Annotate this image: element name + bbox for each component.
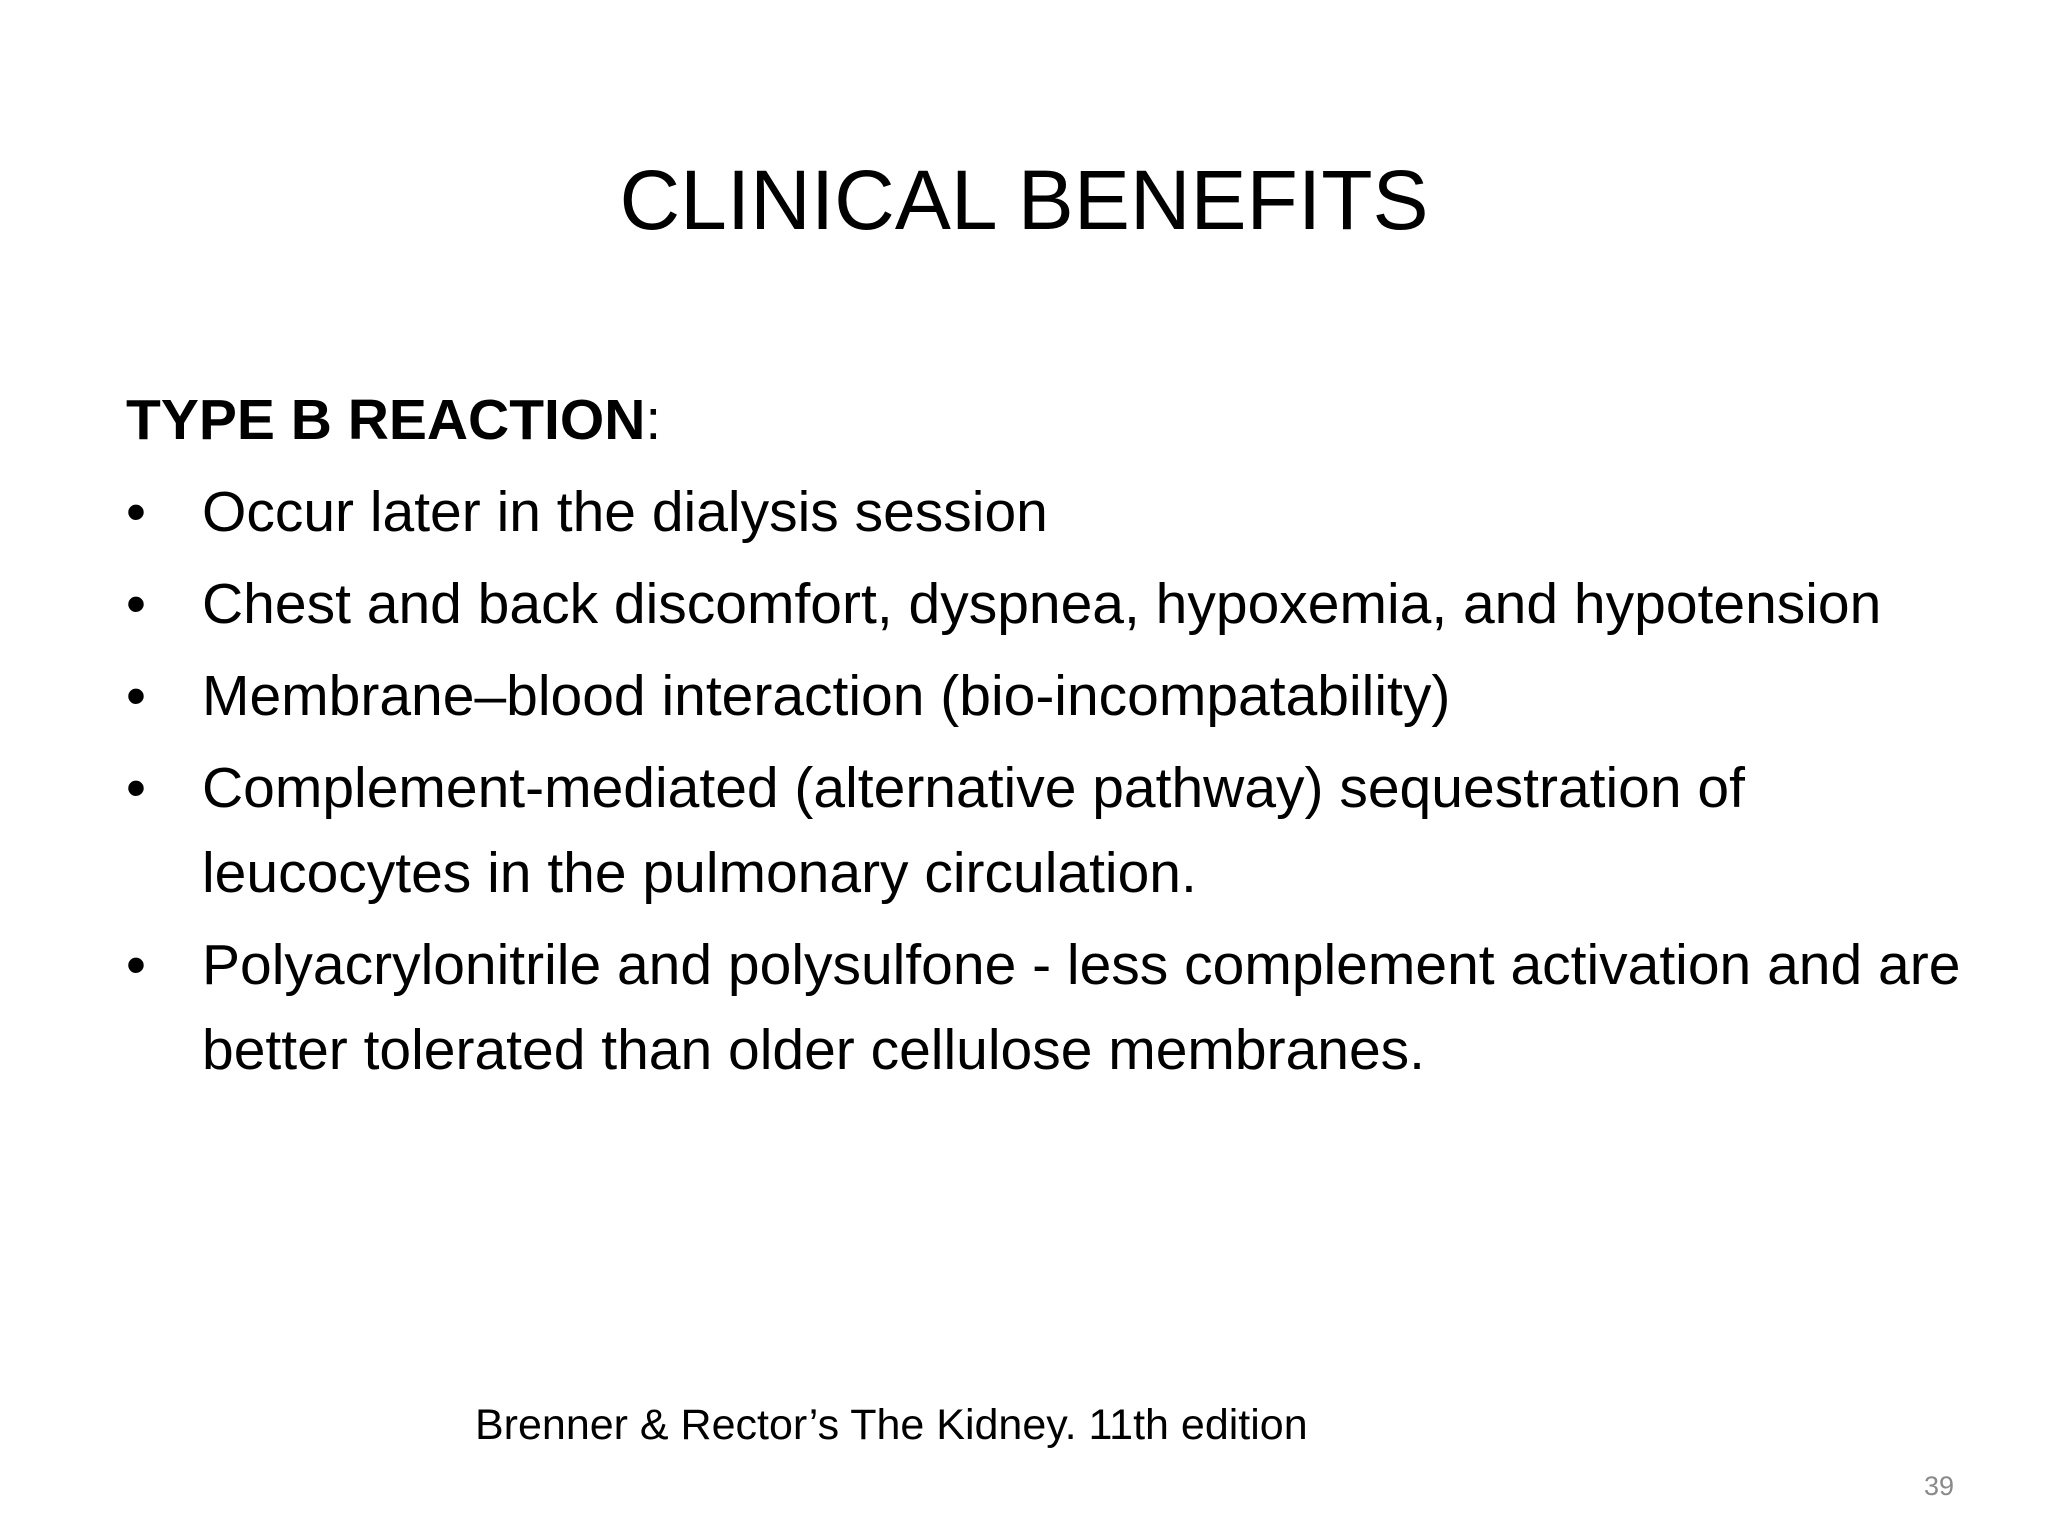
slide-title: CLINICAL BENEFITS: [619, 153, 1429, 247]
bullet-text: Occur later in the dialysis session: [202, 480, 1048, 544]
list-item: [126, 470, 1976, 555]
bullet-icon: •: [126, 480, 146, 544]
bullet-text: Membrane–blood interaction (bio-incompatability): [202, 664, 1451, 728]
list-item: [126, 746, 1976, 916]
bullet-icon: •: [126, 756, 146, 820]
bullet-icon: •: [126, 664, 146, 728]
slide-body: [126, 378, 1976, 1093]
bullet-icon: •: [126, 933, 146, 997]
bullet-text: Complement-mediated (alternative pathway) sequestration of leucocytes in the pulmonary circulation.: [202, 756, 1745, 905]
section-heading: [126, 378, 1976, 463]
bullet-list: [126, 470, 1976, 1093]
list-item: [126, 654, 1976, 739]
bullet-icon: •: [126, 572, 146, 636]
list-item: [126, 562, 1976, 647]
bullet-text: Polyacrylonitrile and polysulfone - less complement activation and are better tolerated than older cellulose membranes.: [202, 933, 1961, 1082]
section-heading-bold: TYPE B REACTION: [126, 388, 646, 452]
page-number: 39: [1923, 1471, 1954, 1501]
bullet-text: Chest and back discomfort, dyspnea, hypoxemia, and hypotension: [202, 572, 1882, 636]
list-item: [126, 923, 1976, 1093]
reference-citation: Brenner & Rector’s The Kidney. 11th edition: [475, 1401, 1308, 1449]
section-heading-suffix: :: [645, 388, 662, 452]
